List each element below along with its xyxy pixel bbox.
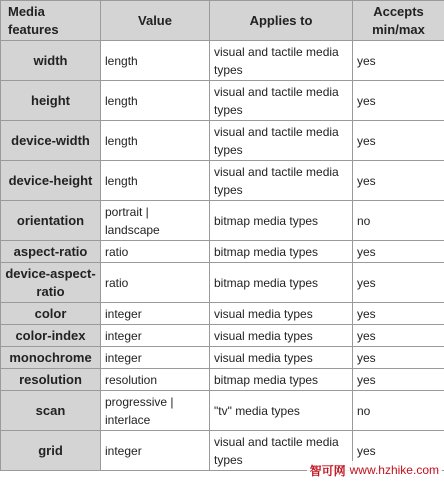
value-cell: integer (101, 325, 210, 347)
value-cell: length (101, 161, 210, 201)
applies-to-cell: bitmap media types (210, 263, 353, 303)
accepts-min-max-cell: no (353, 201, 444, 241)
table-row (1, 161, 444, 201)
value-cell: portrait | landscape (101, 201, 210, 241)
value-cell: ratio (101, 263, 210, 303)
table-row (1, 41, 444, 81)
col-header-value: Value (101, 1, 210, 41)
value-cell: length (101, 41, 210, 81)
table-row (1, 81, 444, 121)
watermark-url: www.hzhike.com (349, 463, 439, 477)
feature-name-cell: scan (1, 391, 101, 431)
value-cell: ratio (101, 241, 210, 263)
accepts-min-max-cell: yes (353, 161, 444, 201)
accepts-min-max-cell: yes (353, 241, 444, 263)
table-row (1, 347, 444, 369)
accepts-min-max-cell: yes (353, 81, 444, 121)
table-row (1, 369, 444, 391)
accepts-min-max-cell: yes (353, 303, 444, 325)
feature-name-cell: grid (1, 431, 101, 471)
value-cell: resolution (101, 369, 210, 391)
applies-to-cell: bitmap media types (210, 369, 353, 391)
feature-name-cell: device-aspect-ratio (1, 263, 101, 303)
applies-to-cell: visual and tactile media types (210, 431, 353, 471)
value-cell: integer (101, 303, 210, 325)
col-header-accepts-min-max: Accepts min/max (353, 1, 444, 41)
feature-name-cell: monochrome (1, 347, 101, 369)
table-row (1, 391, 444, 431)
header-row (1, 1, 444, 41)
col-header-media-features: Media features (1, 1, 101, 41)
table-row (1, 201, 444, 241)
accepts-min-max-cell: no (353, 391, 444, 431)
accepts-min-max-cell: yes (353, 347, 444, 369)
value-cell: length (101, 81, 210, 121)
accepts-min-max-cell: yes (353, 431, 444, 471)
feature-name-cell: width (1, 41, 101, 81)
value-cell: progressive | interlace (101, 391, 210, 431)
applies-to-cell: visual and tactile media types (210, 81, 353, 121)
site-watermark (307, 461, 442, 479)
table-row (1, 241, 444, 263)
feature-name-cell: orientation (1, 201, 101, 241)
applies-to-cell: visual and tactile media types (210, 41, 353, 81)
applies-to-cell: "tv" media types (210, 391, 353, 431)
table-row (1, 263, 444, 303)
accepts-min-max-cell: yes (353, 325, 444, 347)
table-header (1, 1, 444, 41)
table-row (1, 303, 444, 325)
value-cell: length (101, 121, 210, 161)
table-row (1, 121, 444, 161)
feature-name-cell: resolution (1, 369, 101, 391)
accepts-min-max-cell: yes (353, 369, 444, 391)
feature-name-cell: height (1, 81, 101, 121)
feature-name-cell: color-index (1, 325, 101, 347)
feature-name-cell: device-height (1, 161, 101, 201)
applies-to-cell: visual media types (210, 325, 353, 347)
accepts-min-max-cell: yes (353, 263, 444, 303)
col-header-applies-to: Applies to (210, 1, 353, 41)
applies-to-cell: bitmap media types (210, 201, 353, 241)
feature-name-cell: device-width (1, 121, 101, 161)
applies-to-cell: visual media types (210, 303, 353, 325)
table-row (1, 325, 444, 347)
feature-name-cell: color (1, 303, 101, 325)
applies-to-cell: bitmap media types (210, 241, 353, 263)
table-body (1, 41, 444, 471)
applies-to-cell: visual and tactile media types (210, 121, 353, 161)
accepts-min-max-cell: yes (353, 41, 444, 81)
accepts-min-max-cell: yes (353, 121, 444, 161)
value-cell: integer (101, 431, 210, 471)
watermark-brand: 智可网 (309, 463, 346, 478)
value-cell: integer (101, 347, 210, 369)
applies-to-cell: visual media types (210, 347, 353, 369)
feature-name-cell: aspect-ratio (1, 241, 101, 263)
applies-to-cell: visual and tactile media types (210, 161, 353, 201)
